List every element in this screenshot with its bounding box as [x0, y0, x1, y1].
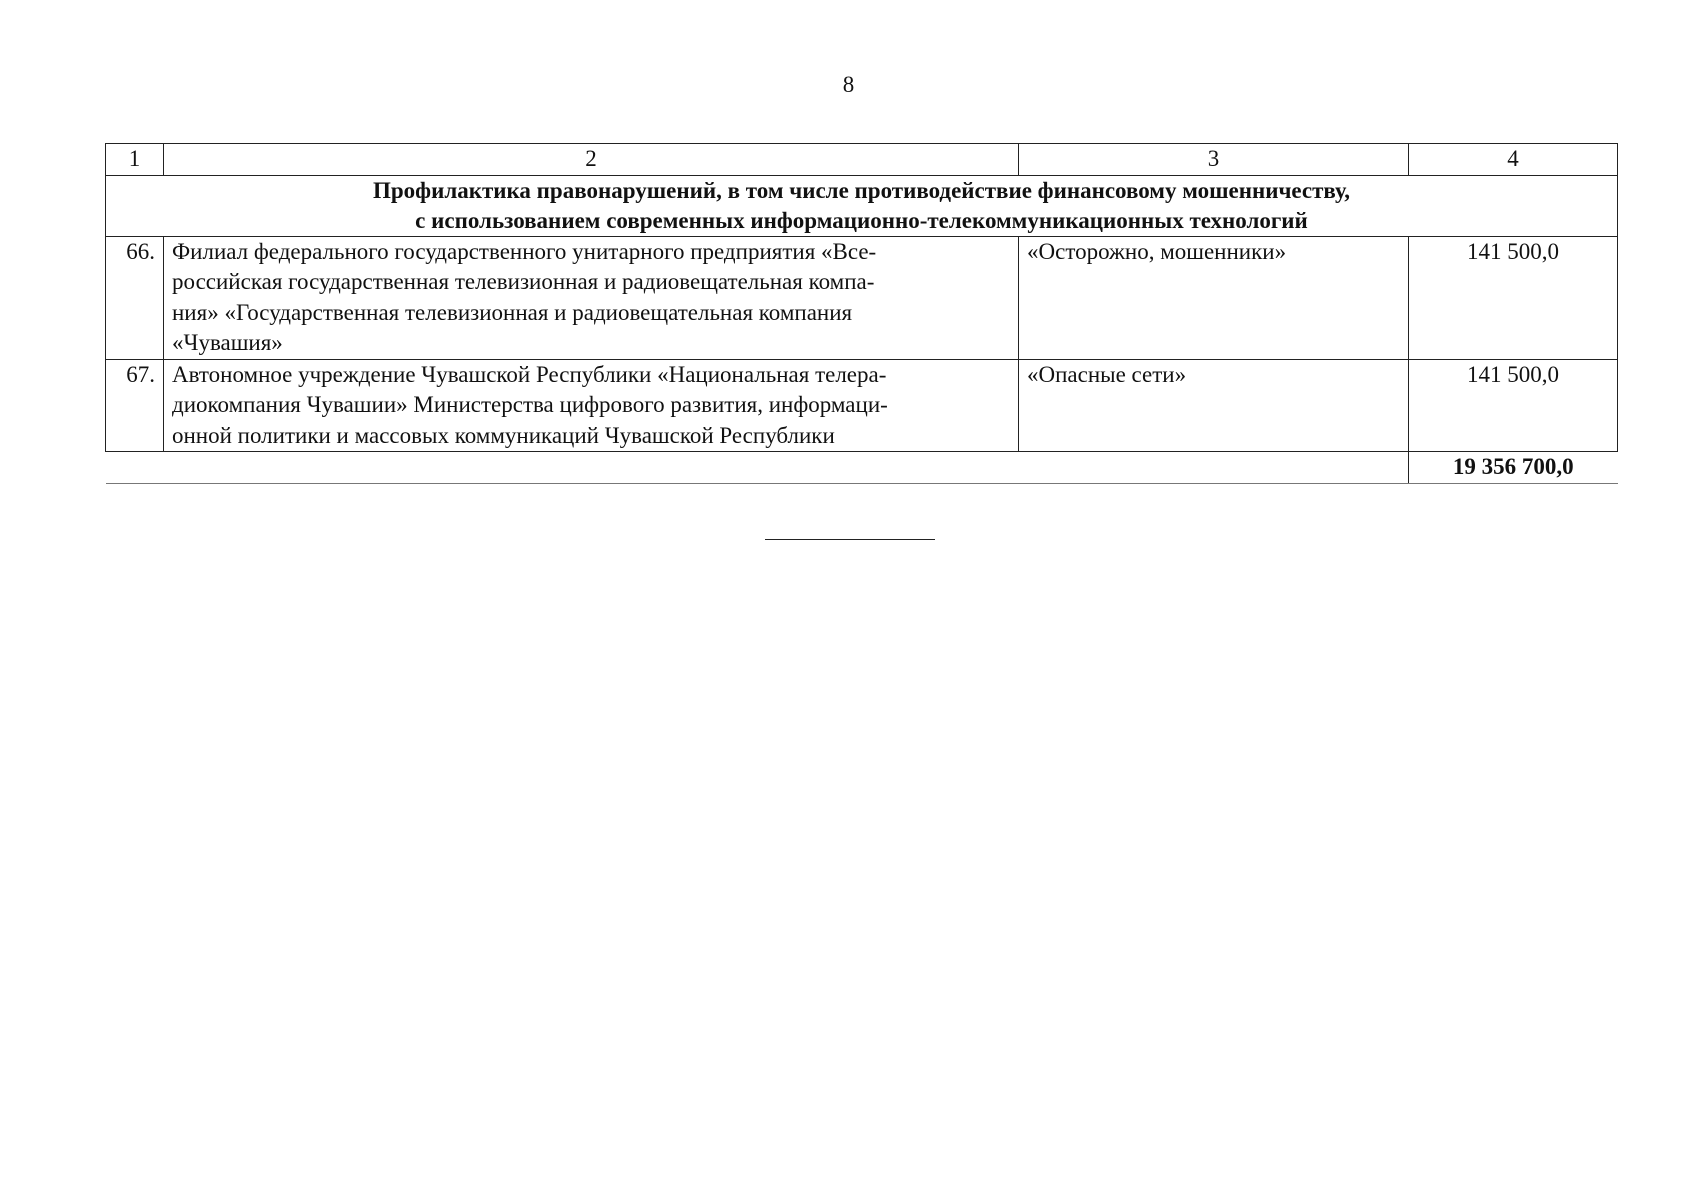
- page-number: 8: [842, 72, 855, 97]
- organization-name-line: «Чувашия»: [172, 330, 283, 355]
- organization-name-line: ния» «Государственная телевизионная и радиовещательная компания: [172, 299, 853, 325]
- organization-name-line: Филиал федерального государственного унитарного предприятия «Все-: [172, 238, 877, 264]
- grant-table: [105, 143, 1618, 484]
- grant-amount: 141 500,0: [1409, 236, 1618, 359]
- end-of-document-rule: [765, 539, 935, 540]
- table-row: [106, 359, 1618, 452]
- organization-name-line: онной политики и массовых коммуникаций Чувашской Республики: [172, 422, 835, 448]
- column-number-2: 2: [164, 144, 1019, 176]
- column-number-1: 1: [106, 144, 164, 176]
- organization-name-line: российская государственная телевизионная и радиовещательная компа-: [172, 269, 875, 294]
- organization-name-line: диокомпания Чувашии» Министерства цифрового развития, информаци-: [172, 392, 888, 417]
- grant-amount: 141 500,0: [1409, 359, 1618, 452]
- total-label-cell: [106, 452, 1409, 484]
- organization-name: [164, 236, 1019, 359]
- section-heading-line-1: Профилактика правонарушений, в том числе противодействие финансовому мошенничеству,: [372, 177, 1351, 203]
- row-number: 66.: [106, 236, 164, 359]
- organization-name: [164, 359, 1019, 452]
- section-heading: [106, 175, 1618, 236]
- section-heading-line-2: с использованием современных информационно-телекоммуникационных технологий: [415, 207, 1308, 233]
- organization-name-line: Автономное учреждение Чувашской Республики «Национальная телера-: [172, 361, 887, 387]
- row-number: 67.: [106, 359, 164, 452]
- column-number-3: 3: [1019, 144, 1409, 176]
- table-header-row: [106, 144, 1618, 176]
- project-name: «Осторожно, мошенники»: [1019, 236, 1409, 359]
- project-name: «Опасные сети»: [1019, 359, 1409, 452]
- total-row: [106, 452, 1618, 484]
- section-heading-row: [106, 175, 1618, 236]
- column-number-4: 4: [1409, 144, 1618, 176]
- table-row: [106, 236, 1618, 359]
- total-amount: 19 356 700,0: [1409, 452, 1618, 484]
